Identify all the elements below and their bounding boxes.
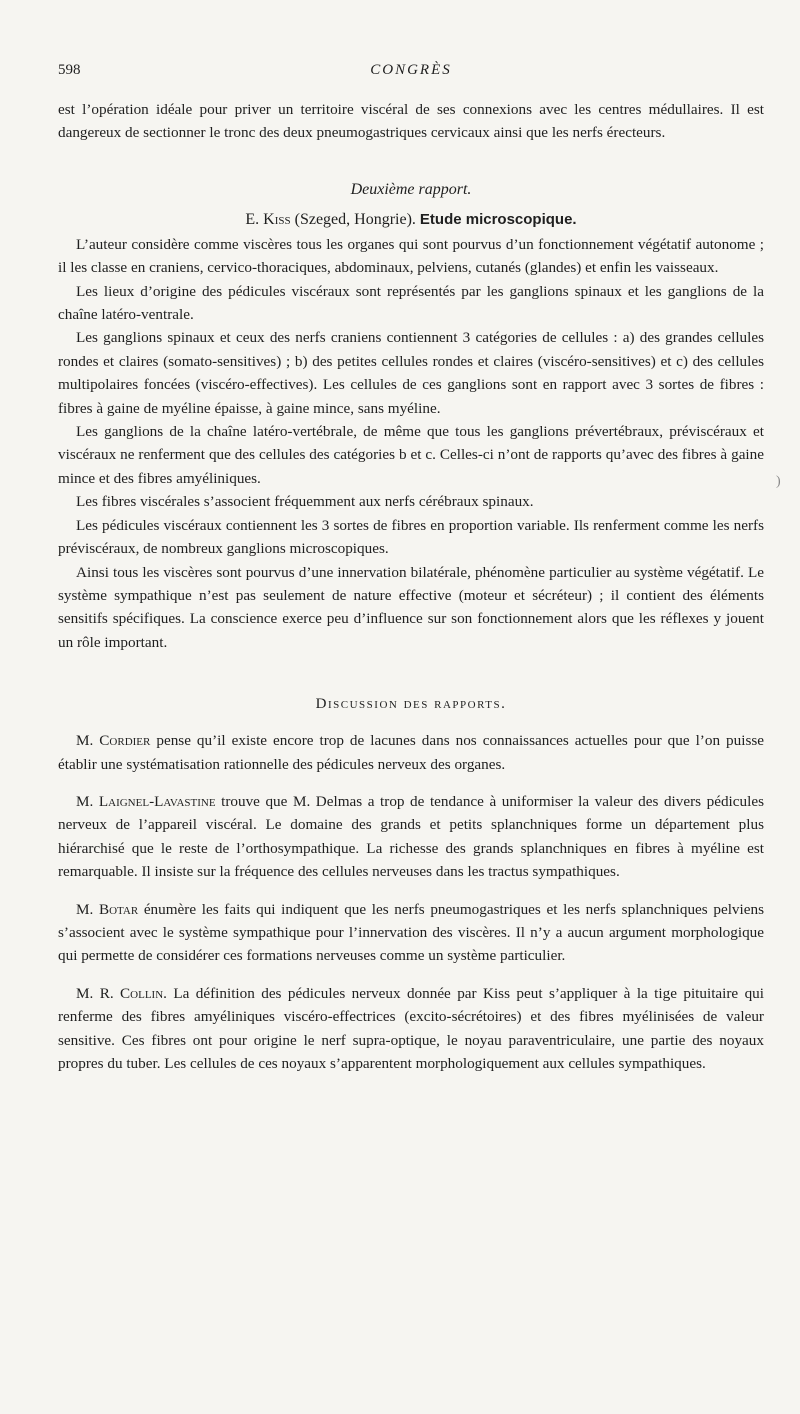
body-paragraph: Ainsi tous les viscères sont pourvus d’une innervation bilatérale, phénomène particulier au système végétatif. Le système sympathique n’est pas seulement de nature effective (moteur et sécréteur) ; il contient des éléments sensitifs spécifiques. La conscience exerce peu d’influence sur son fonctionnement alors que les réflexes y jouent un rôle important.: [58, 563, 764, 651]
body-paragraph: Les pédicules viscéraux contiennent les 3 sortes de fibres en proportion variable. Ils renferment comme les nerfs préviscéraux, de nombreux ganglions microscopiques.: [58, 516, 764, 558]
body-paragraph: L’auteur considère comme viscères tous les organes qui sont pourvus d’un fonctionnement végétatif autonome ; il les classe en craniens, cervico-thoraciques, abdominaux, pelviens, cutanés (glandes) et enfin les vaisseaux.: [58, 235, 764, 277]
body-paragraph: Les ganglions spinaux et ceux des nerfs craniens contiennent 3 catégories de cellules : a) des grandes cellules rondes et claires (somato-sensitives) ; b) des petites cellules rondes et claires (viscéro-sensitives) et c) des cellules multipolaires foncées (viscéro-effectives). Les cellules de ces ganglions sont en rapport avec 3 sortes de fibres : fibres à gaine de myéline épaisse, à gaine mince, sans myéline.: [58, 329, 764, 417]
discussion-text: . La définition des pédicules nerveux donnée par Kiss peut s’appliquer à la tige pituitaire qui renferme des fibres amyéliniques viscéro-effectrices (excito-sécrétoires) et des fibres myélinisées de valeur sensitive. Ces fibres ont pour origine le nerf supra-optique, le noyau paraventriculaire, une partie des noyaux propres du tuber. Les cellules de ces noyaux s’apparentent morphologiquement aux cellules sympathiques.: [58, 984, 764, 1072]
discussion-entry: [58, 898, 764, 968]
discussion-entry: [58, 982, 764, 1076]
body-paragraph: Les ganglions de la chaîne latéro-vertébrale, de même que tous les ganglions prévertébraux, préviscéraux et viscéraux ne renferment que des cellules des catégories b et c. Celles-ci n’ont de rapports qu’avec des fibres à gaine mince et des fibres amyéliniques.: [58, 423, 764, 487]
intro-paragraph: est l’opération idéale pour priver un territoire viscéral de ses connexions avec les centres médullaires. Il est dangereux de sectionner le tronc des deux pneumogastriques cervicaux ainsi que les nerfs érecteurs.: [58, 101, 764, 142]
section-subtitle: Deuxième rapport.: [350, 180, 472, 198]
body-paragraph: Les lieux d’origine des pédicules viscéraux sont représentés par les ganglions spinaux et les ganglions de la chaîne latéro-ventrale.: [58, 282, 764, 324]
speaker-name: M. Botar: [76, 900, 139, 918]
discussion-text: pense qu’il existe encore trop de lacunes dans nos connaissances actuelles pour que l’on puisse établir une systématisation rationnelle des pédicules nerveux des organes.: [58, 732, 765, 773]
speaker-name: M. R. Collin: [76, 984, 164, 1002]
speaker-name: M. Cordier: [76, 732, 151, 750]
discussion-entry: [58, 729, 764, 776]
page-number: 598: [58, 62, 81, 78]
discussion-text: énumère les faits qui indiquent que les nerfs pneumogastriques et les nerfs splanchniques pelviens s’associent avec le système sympathique pour l’innervation des viscères. Il n’y a aucun argument morphologique qui permette de considérer ces formations nerveuses comme un système particulier.: [58, 900, 764, 965]
running-head: CONGRÈS: [370, 62, 452, 78]
discussion-entry: [58, 790, 764, 884]
report-heading: [58, 211, 764, 229]
discussion-text: trouve que M. Delmas a trop de tendance à uniformiser la valeur des divers pédicules nerveux de l’appareil viscéral. Le domaine des grands et petits splanchniques forme un département plus hiérarchisé que le reste de l’orthosympathique. La richesse des grands splanchniques en fibres à myéline est remarquable. Il insiste sur la fréquence des cellules nerveuses dans les tractus sympathiques.: [58, 792, 764, 881]
report-author: E. Kiss: [245, 210, 291, 228]
margin-mark: ): [776, 474, 781, 489]
page-header: [58, 62, 764, 86]
report-affiliation: (Szeged, Hongrie).: [290, 210, 420, 228]
speaker-name: M. Laignel-Lavastine: [76, 792, 216, 810]
report-title: Etude microscopique.: [419, 210, 577, 228]
document-page: [58, 62, 764, 1075]
body-paragraph: Les fibres viscérales s’associent fréquemment aux nerfs cérébraux spinaux.: [76, 493, 534, 511]
discussion-heading: Discussion des rapports.: [315, 696, 507, 713]
